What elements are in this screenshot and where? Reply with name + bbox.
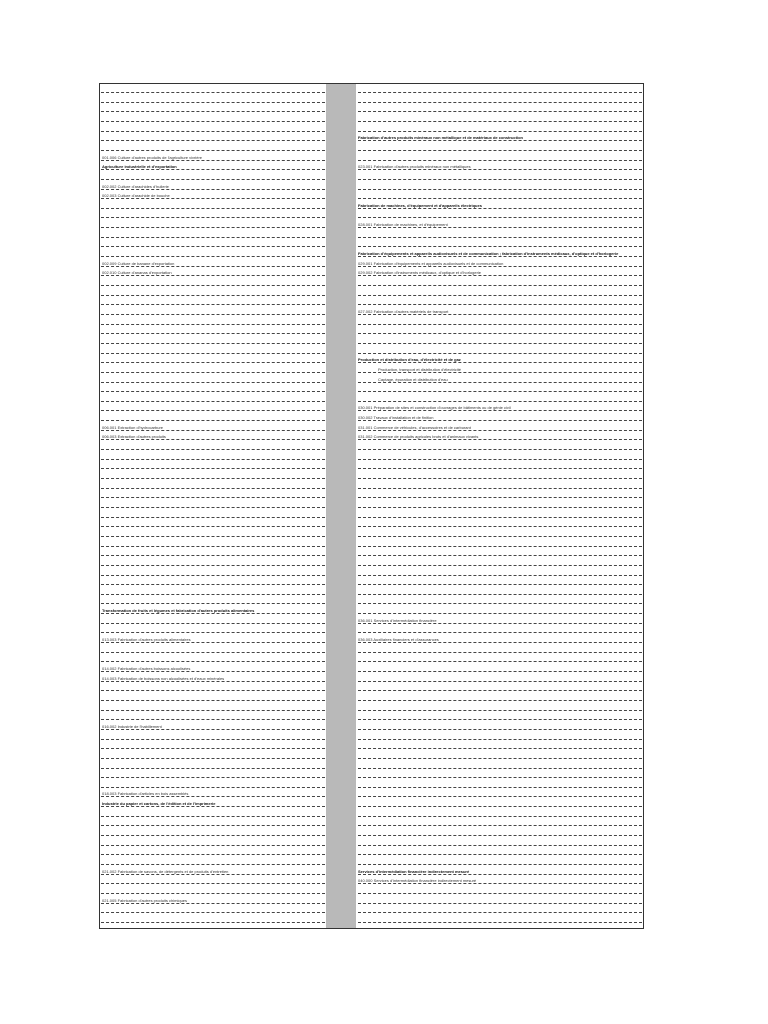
row-divider: [101, 719, 325, 721]
row-divider: [358, 922, 642, 924]
row-divider: [358, 642, 642, 644]
table-cell: 029.002 Fabrication d'instruments médicaux, d'optique et d'horlogerie: [358, 270, 482, 275]
row-divider: [358, 825, 642, 827]
row-divider: [101, 690, 325, 692]
row-divider: [358, 719, 642, 721]
row-divider: [101, 285, 325, 287]
row-divider: [358, 362, 642, 364]
row-divider: [358, 661, 642, 663]
row-divider: [101, 623, 325, 625]
row-divider: [101, 314, 325, 316]
table-cell: 036.001 Services d'intermédiation financière: [358, 618, 437, 623]
row-divider: [358, 796, 642, 798]
row-divider: [101, 169, 325, 171]
row-divider: [358, 768, 642, 770]
row-divider: [101, 526, 325, 528]
row-divider: [358, 449, 642, 451]
row-divider: [358, 333, 642, 335]
row-divider: [358, 459, 642, 461]
section-heading: Fabrication de machines, d'équipement et d'appareils électriques: [358, 203, 482, 208]
row-divider: [101, 883, 325, 885]
row-divider: [101, 787, 325, 789]
table-cell: 031.002 Commerce de produits agricoles bruts et d'animaux vivants: [358, 434, 479, 439]
row-divider: [358, 835, 642, 837]
row-divider: [358, 169, 642, 171]
row-divider: [358, 391, 642, 393]
table-cell: 014.002 Fabrication d'autres boissons alcoolisées: [102, 666, 191, 671]
table-cell: 021.005 Fabrication d'autres produits chimiques: [102, 898, 188, 903]
row-divider: [358, 227, 642, 229]
row-divider: [101, 893, 325, 895]
row-divider: [358, 854, 642, 856]
row-divider: [358, 401, 642, 403]
row-divider: [101, 246, 325, 248]
row-divider: [101, 796, 325, 798]
row-divider: [358, 700, 642, 702]
section-heading: Fabrication d'autres produits minéraux non métallique et de matériaux de construction: [358, 135, 523, 140]
table-cell: 013.003 Fabrication d'autres produits alimentaires: [102, 637, 191, 642]
row-divider: [101, 845, 325, 847]
row-divider: [358, 729, 642, 731]
row-divider: [101, 237, 325, 239]
row-divider: [101, 121, 325, 123]
row-divider: [101, 391, 325, 393]
row-divider: [358, 555, 642, 557]
row-divider: [358, 150, 642, 152]
row-divider: [358, 710, 642, 712]
row-divider: [358, 372, 642, 374]
row-divider: [358, 671, 642, 673]
row-divider: [358, 903, 642, 905]
row-divider: [101, 739, 325, 741]
row-divider: [101, 632, 325, 634]
row-divider: [101, 256, 325, 258]
row-divider: [101, 825, 325, 827]
table-cell: 040.000 Services d'intermédiation financière indirectement mesuré: [358, 878, 477, 883]
table-cell: 027.002 Fabrication d'autres matériels de transport: [358, 309, 449, 314]
row-divider: [358, 246, 642, 248]
row-divider: [358, 787, 642, 789]
row-divider: [358, 295, 642, 297]
spreadsheet-page: [99, 83, 644, 929]
row-divider: [101, 652, 325, 654]
row-divider: [358, 102, 642, 104]
row-divider: [101, 266, 325, 268]
row-divider: [101, 835, 325, 837]
row-divider: [358, 353, 642, 355]
row-divider: [358, 131, 642, 133]
row-divider: [358, 121, 642, 123]
row-divider: [101, 353, 325, 355]
row-divider: [358, 517, 642, 519]
row-divider: [101, 864, 325, 866]
row-divider: [358, 439, 642, 441]
row-divider: [101, 874, 325, 876]
row-divider: [358, 266, 642, 268]
table-cell: 023.001 Fabrication d'autres produits minéraux non métalliques: [358, 164, 471, 169]
row-divider: [101, 459, 325, 461]
row-divider: [358, 652, 642, 654]
table-cell: 006.001 Extraction d'hydrocarbure: [102, 425, 164, 430]
row-divider: [101, 150, 325, 152]
row-divider: [358, 488, 642, 490]
row-divider: [358, 758, 642, 760]
table-cell: 028.001 Fabrication de machines, et d'équipement: [358, 222, 448, 227]
row-divider: [358, 864, 642, 866]
table-cell: 031.001 Commerce de véhicules, d'accessoires et de carburant: [358, 425, 471, 430]
row-divider: [101, 594, 325, 596]
row-divider: [101, 401, 325, 403]
row-divider: [101, 449, 325, 451]
row-divider: [101, 546, 325, 548]
row-divider: [358, 285, 642, 287]
row-divider: [358, 739, 642, 741]
table-cell: 016.002 Industrie de l'habillement: [102, 724, 162, 729]
row-divider: [101, 140, 325, 142]
row-divider: [101, 343, 325, 345]
row-divider: [101, 92, 325, 94]
row-divider: [358, 92, 642, 94]
row-divider: [358, 324, 642, 326]
row-divider: [101, 488, 325, 490]
row-divider: [101, 362, 325, 364]
row-divider: [101, 478, 325, 480]
table-cell: 002.009 Culture de banane d'exportation: [102, 261, 175, 266]
row-divider: [101, 304, 325, 306]
row-divider: [358, 468, 642, 470]
row-divider: [358, 690, 642, 692]
row-divider: [101, 555, 325, 557]
table-cell: 018.003 Fabrication d'articles en bois assemblés: [102, 791, 189, 796]
row-divider: [358, 179, 642, 181]
row-divider: [358, 314, 642, 316]
table-cell: Production, transport et distribution d'électricité: [378, 367, 462, 372]
row-divider: [358, 748, 642, 750]
row-divider: [101, 497, 325, 499]
row-divider: [101, 324, 325, 326]
row-divider: [101, 806, 325, 808]
row-divider: [358, 478, 642, 480]
table-cell: 002.010 Culture d'ananas d'exportation: [102, 270, 172, 275]
row-divider: [358, 536, 642, 538]
row-divider: [358, 304, 642, 306]
row-divider: [101, 700, 325, 702]
row-divider: [358, 343, 642, 345]
row-divider: [358, 198, 642, 200]
row-divider: [101, 179, 325, 181]
row-divider: [358, 777, 642, 779]
section-heading: Services d'intermédiation financière indirectement mesuré: [358, 869, 470, 874]
row-divider: [358, 883, 642, 885]
row-divider: [358, 526, 642, 528]
row-divider: [101, 681, 325, 683]
row-divider: [358, 816, 642, 818]
row-divider: [358, 806, 642, 808]
row-divider: [101, 768, 325, 770]
row-divider: [358, 275, 642, 277]
section-heading: Agriculture industrielle et d'exportation: [102, 164, 177, 169]
row-divider: [101, 758, 325, 760]
row-divider: [101, 748, 325, 750]
table-cell: 014.003 Fabrication de boissons non alcoolisées et d'eaux minérales: [102, 676, 225, 681]
row-divider: [358, 410, 642, 412]
row-divider: [101, 102, 325, 104]
section-heading: Industrie du papier et cartons, de l'édition et de l'imprimerie: [102, 801, 216, 806]
table-cell: 002.002 Culture d'arachides d'huilerie: [102, 184, 169, 189]
section-heading: Production et distribution d'eau, d'électricité et de gaz: [358, 357, 461, 362]
row-divider: [101, 420, 325, 422]
row-divider: [358, 623, 642, 625]
row-divider: [358, 111, 642, 113]
row-divider: [358, 217, 642, 219]
row-divider: [358, 208, 642, 210]
row-divider: [358, 681, 642, 683]
row-divider: [101, 642, 325, 644]
table-cell: 021.002 Fabrication de savons, de détergents et de produits d'entretien: [102, 869, 229, 874]
row-divider: [101, 439, 325, 441]
row-divider: [358, 430, 642, 432]
table-cell: 030.002 Travaux d'installation et de finition: [358, 415, 434, 420]
row-divider: [101, 536, 325, 538]
row-divider: [101, 912, 325, 914]
row-divider: [358, 893, 642, 895]
row-divider: [101, 295, 325, 297]
row-divider: [101, 189, 325, 191]
row-divider: [101, 217, 325, 219]
row-divider: [101, 584, 325, 586]
row-divider: [101, 816, 325, 818]
table-cell: 030.001 Préparation de sites et construction d'ouvrages de bâtiments ou de génie civil: [358, 405, 511, 410]
row-divider: [101, 922, 325, 924]
row-divider: [101, 507, 325, 509]
row-divider: [101, 603, 325, 605]
row-divider: [358, 507, 642, 509]
row-divider: [358, 546, 642, 548]
row-divider: [101, 710, 325, 712]
table-cell: 001.006 Culture d'autres produits de l'agriculture vivrière: [102, 155, 203, 160]
row-divider: [358, 584, 642, 586]
section-heading: Fabrication d'équipements et appareils audiovisuels et de communication ; fabrication d'instruments médicaux, d'optique et d'horlogerie: [358, 251, 619, 256]
row-divider: [101, 777, 325, 779]
row-divider: [101, 517, 325, 519]
row-divider: [358, 912, 642, 914]
row-divider: [358, 632, 642, 634]
row-divider: [101, 468, 325, 470]
row-divider: [101, 575, 325, 577]
table-cell: Captage, épuration et distribution d'eau: [378, 377, 448, 382]
row-divider: [358, 613, 642, 615]
row-divider: [358, 382, 642, 384]
row-divider: [358, 237, 642, 239]
row-divider: [101, 111, 325, 113]
table-cell: 002.003 Culture d'arachide de bouche: [102, 193, 170, 198]
row-divider: [101, 729, 325, 731]
row-divider: [101, 410, 325, 412]
row-divider: [358, 420, 642, 422]
row-divider: [358, 603, 642, 605]
row-divider: [101, 227, 325, 229]
row-divider: [101, 854, 325, 856]
row-divider: [101, 131, 325, 133]
row-divider: [101, 372, 325, 374]
table-cell: 029.001 Fabrication d'équipements et appareils audiovisuels et de communication: [358, 261, 504, 266]
row-divider: [358, 160, 642, 162]
row-divider: [358, 575, 642, 577]
section-heading: Transformation de fruits et légumes et fabrication d'autres produits alimentaires: [102, 608, 255, 613]
row-divider: [358, 594, 642, 596]
row-divider: [101, 333, 325, 335]
row-divider: [358, 189, 642, 191]
row-divider: [101, 565, 325, 567]
row-divider: [358, 497, 642, 499]
row-divider: [358, 256, 642, 258]
row-divider: [358, 874, 642, 876]
row-divider: [101, 198, 325, 200]
row-divider: [101, 160, 325, 162]
table-cell: 006.003 Extraction d'autres produits: [102, 434, 166, 439]
row-divider: [101, 275, 325, 277]
row-divider: [358, 140, 642, 142]
row-divider: [101, 613, 325, 615]
column-separator: [326, 84, 356, 928]
row-divider: [101, 903, 325, 905]
row-divider: [101, 208, 325, 210]
row-divider: [358, 845, 642, 847]
row-divider: [358, 565, 642, 567]
table-cell: 036.003 Auxiliaires financiers et d'assurances: [358, 637, 439, 642]
row-divider: [101, 430, 325, 432]
row-divider: [101, 661, 325, 663]
row-divider: [101, 382, 325, 384]
row-divider: [101, 671, 325, 673]
